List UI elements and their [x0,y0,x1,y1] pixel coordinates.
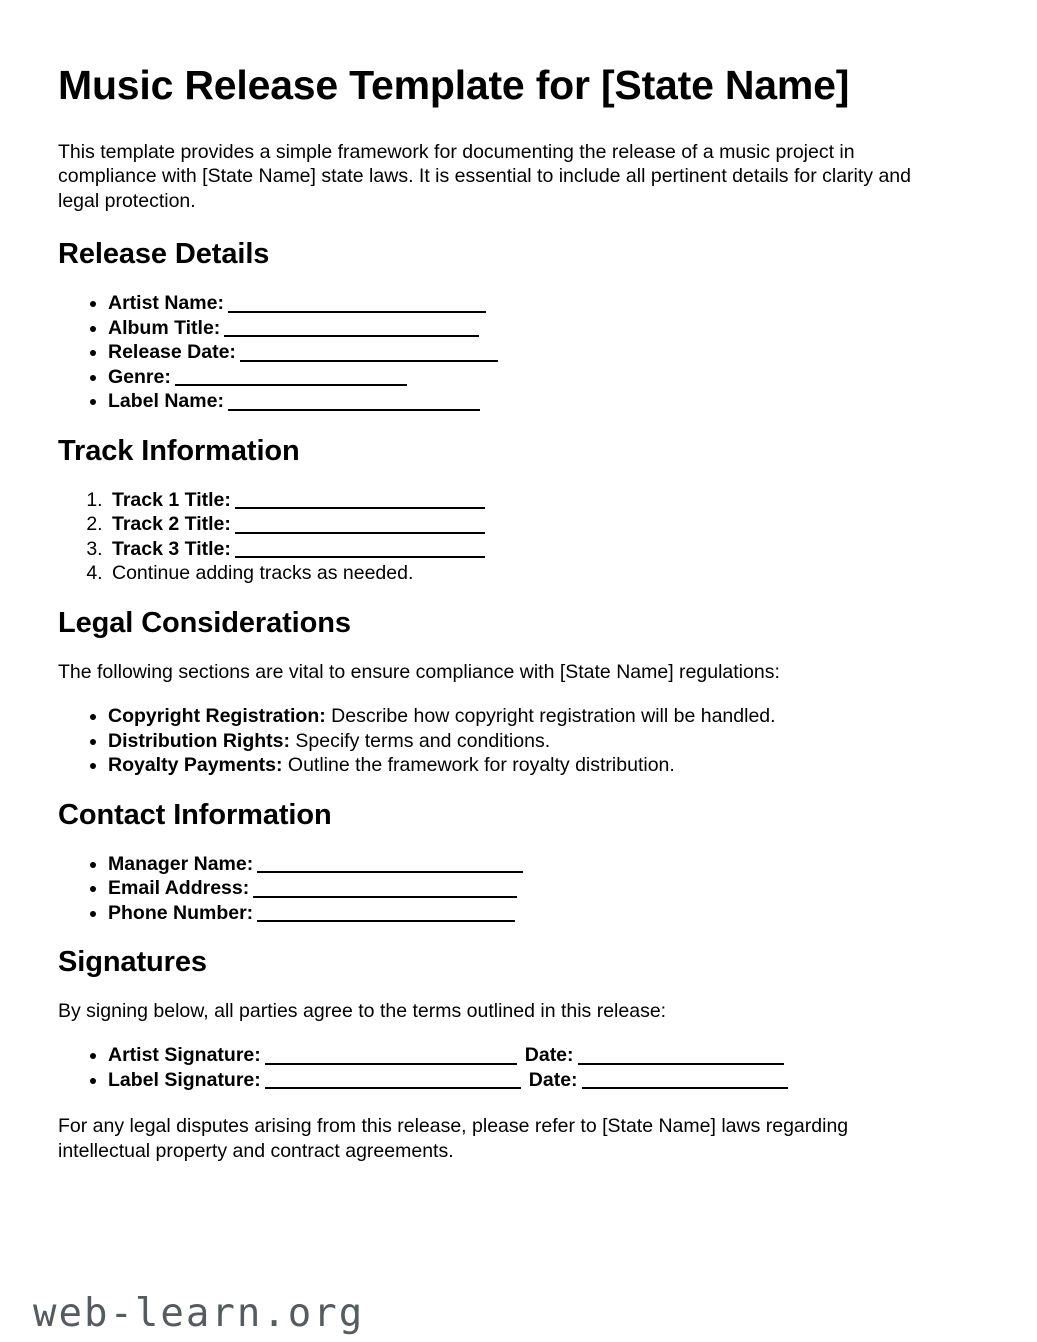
section-heading-track-information: Track Information [58,434,300,467]
field-label: Track 2 Title: [112,513,231,536]
field-description: Describe how copyright registration will be handled. [325,705,776,728]
date-label: Date: [528,1068,578,1091]
field-description: Outline the framework for royalty distribution. [282,754,675,777]
release-details-list [58,291,957,414]
list-item [108,291,957,316]
track-information-list [58,488,957,586]
section-heading-signatures: Signatures [58,946,207,979]
fill-in-blank[interactable] [240,342,498,362]
section-heading-legal-considerations: Legal Considerations [58,606,351,639]
list-item [108,852,957,877]
signature-row [108,1043,957,1068]
closing-paragraph: For any legal disputes arising from this release, please refer to [State Name] laws regarding intellectual property and contract agreements. [58,1115,849,1162]
fill-in-blank[interactable] [582,1069,788,1089]
field-label: Phone Number: [108,901,254,924]
signature-row [108,1068,957,1093]
list-item [108,512,957,537]
list-item [108,340,957,365]
field-label: Label Signature: [108,1068,261,1091]
field-label: Email Address: [108,877,250,900]
field-label: Album Title: [108,316,221,339]
field-label: Track 1 Title: [112,488,231,511]
section-heading-release-details: Release Details [58,238,270,271]
list-item [108,704,957,729]
list-item [108,876,957,901]
list-item [108,389,957,414]
list-item [108,753,957,778]
fill-in-blank[interactable] [228,293,486,313]
field-label: Track 3 Title: [112,537,231,560]
field-label: Royalty Payments: [108,754,283,777]
fill-in-blank[interactable] [253,878,517,898]
field-label: Manager Name: [108,852,254,875]
signatures-lead: By signing below, all parties agree to the terms outlined in this release: [58,999,667,1022]
list-item [108,316,957,341]
fill-in-blank[interactable] [265,1045,517,1065]
intro-paragraph: This template provides a simple framework for documenting the release of a music project in compliance with [State Name] state laws. It is essential to include all pertinent details for clarity and legal protection. [58,140,911,212]
fill-in-blank[interactable] [265,1069,521,1089]
site-watermark: web-learn.org [33,1291,365,1336]
section-contact-information [58,800,957,925]
field-label: Artist Name: [108,292,224,315]
field-label: Genre: [108,365,171,388]
field-label: Distribution Rights: [108,729,290,752]
fill-in-blank[interactable] [235,514,485,534]
fill-in-blank[interactable] [228,391,480,411]
section-track-information [58,436,957,586]
page-title: Music Release Template for [State Name] [58,62,850,108]
fill-in-blank[interactable] [257,902,515,922]
list-item [108,537,957,562]
field-description: Specify terms and conditions. [289,729,551,752]
section-heading-contact-information: Contact Information [58,798,332,831]
field-label: Continue adding tracks as needed. [112,562,414,585]
fill-in-blank[interactable] [578,1045,784,1065]
section-release-details [58,239,957,413]
contact-information-list [58,852,957,926]
fill-in-blank[interactable] [235,538,485,558]
fill-in-blank[interactable] [175,366,407,386]
legal-considerations-list [58,704,957,778]
list-item [108,901,957,926]
list-item [108,561,957,586]
fill-in-blank[interactable] [224,317,479,337]
fill-in-blank[interactable] [235,489,485,509]
fill-in-blank[interactable] [257,853,523,873]
legal-considerations-lead: The following sections are vital to ensure compliance with [State Name] regulations: [58,660,780,683]
field-label: Release Date: [108,341,236,364]
field-label: Label Name: [108,390,224,413]
list-item [108,365,957,390]
signatures-list [58,1043,957,1092]
list-item [108,729,957,754]
field-label: Artist Signature: [108,1044,261,1067]
section-legal-considerations [58,608,957,778]
section-signatures [58,947,957,1092]
list-item [108,488,957,513]
date-label: Date: [524,1044,574,1067]
field-label: Copyright Registration: [108,705,326,728]
